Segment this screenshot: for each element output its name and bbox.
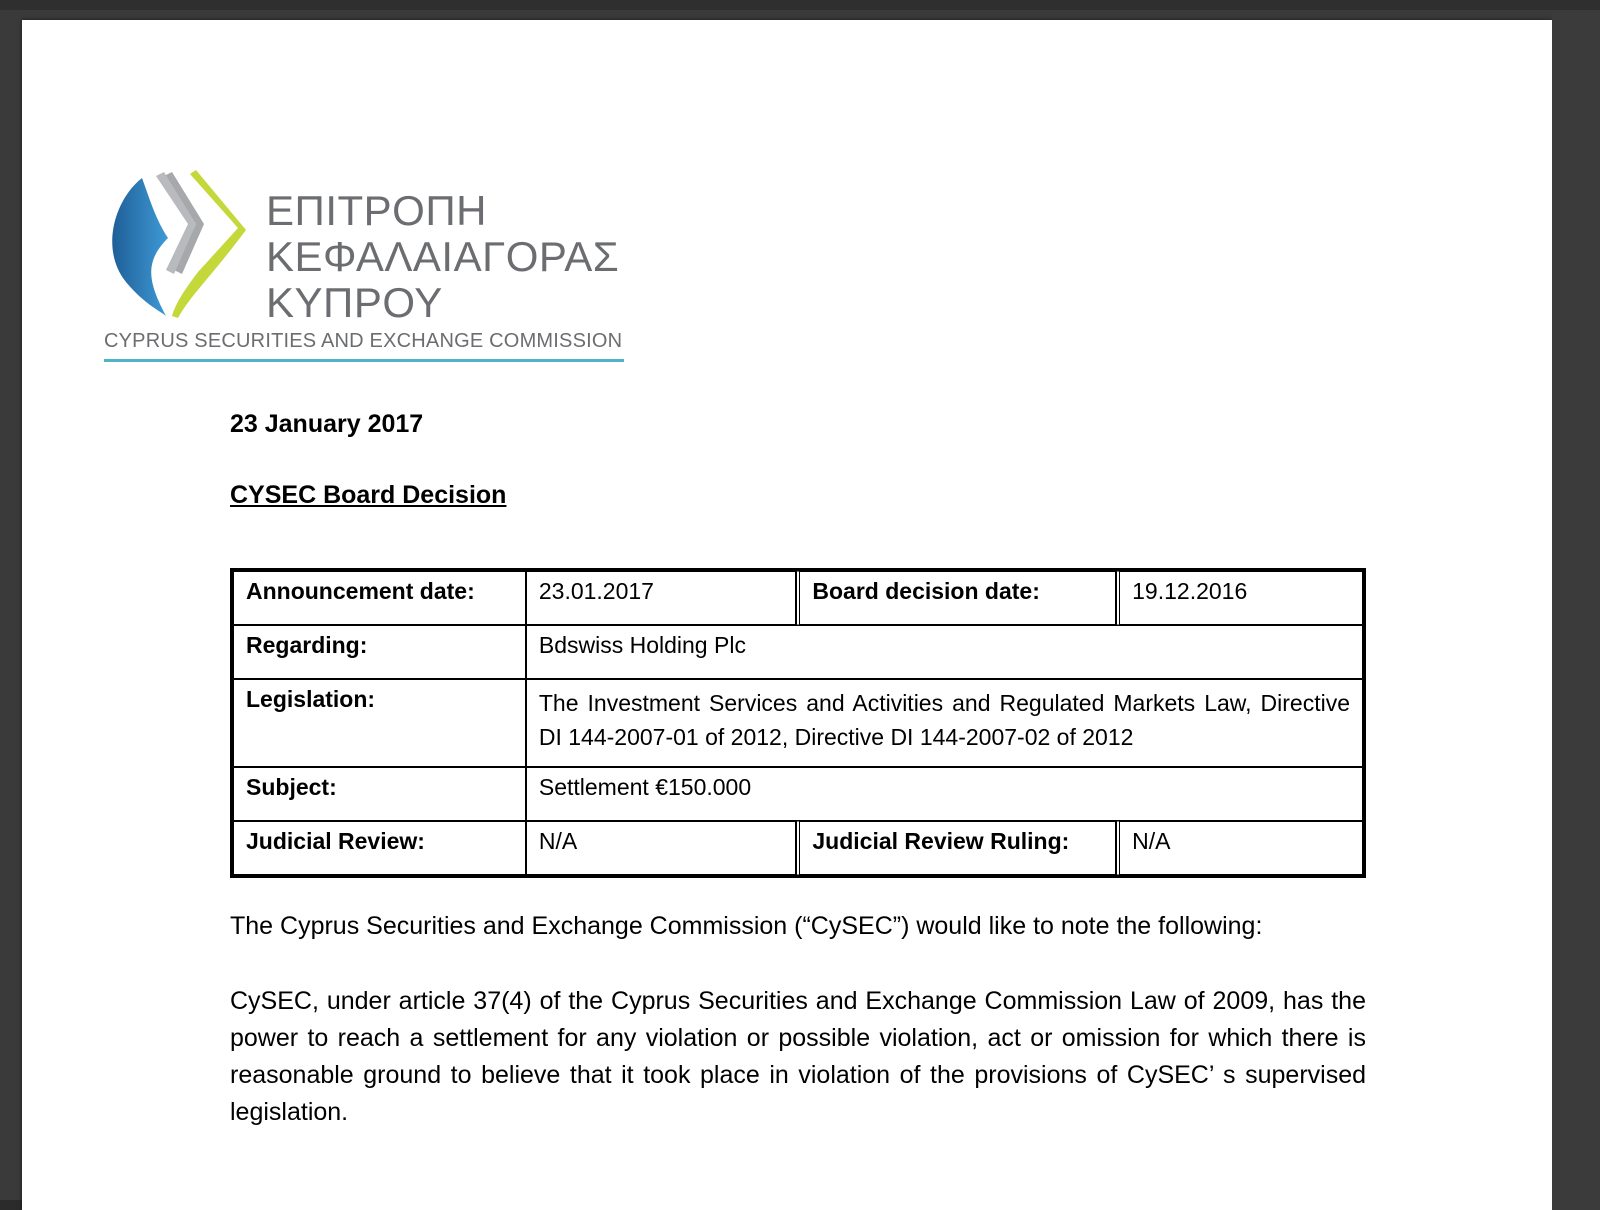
judicial-review-ruling-label: Judicial Review Ruling: [796,821,1116,875]
announcement-date-label: Announcement date: [233,571,526,625]
logo-greek-line-3: ΚΥΠΡΟΥ [266,279,443,326]
subject-value: Settlement €150.000 [526,767,1363,821]
document-date: 23 January 2017 [230,410,424,438]
document-heading: CYSEC Board Decision [230,481,507,509]
legislation-value: The Investment Services and Activities and Regulated Markets Law, Directive DI 144-2007-01 of 2012, Directive DI 144-2007-02 of 2012 [526,679,1363,767]
table-row [233,821,1363,875]
paragraph-intro: The Cyprus Securities and Exchange Commission (“CySEC”) would like to note the following: [230,912,1263,940]
table-row [233,679,1363,767]
logo-english-name: CYPRUS SECURITIES AND EXCHANGE COMMISSION [104,330,624,362]
judicial-review-label: Judicial Review: [233,821,526,875]
cysec-logo [104,170,644,370]
announcement-date-value: 23.01.2017 [526,571,797,625]
logo-greek-line-2: ΚΕΦΑΛΑΙΑΓΟΡΑΣ [266,233,620,280]
board-decision-date-value: 19.12.2016 [1116,571,1363,625]
table-row [233,625,1363,679]
regarding-label: Regarding: [233,625,526,679]
cysec-chevron-logo-icon [104,170,264,330]
paragraph-settlement-power: CySEC, under article 37(4) of the Cyprus Securities and Exchange Commission Law of 2009, has the power to reach a settlement for any violation or possible violation, act or omission for which there is reasonable ground to believe that it took place in violation of the provisions of CySEC’ s supervised legislation. [230,987,1366,1126]
document-page [22,20,1552,1210]
table-row [233,767,1363,821]
judicial-review-value: N/A [526,821,797,875]
table-row [233,571,1363,625]
board-decision-date-label: Board decision date: [796,571,1116,625]
legislation-label: Legislation: [233,679,526,767]
viewer-right-gutter [1552,10,1600,1210]
document-body [230,410,1366,1131]
decision-info-table [230,568,1366,878]
regarding-value: Bdswiss Holding Plc [526,625,1363,679]
judicial-review-ruling-value: N/A [1116,821,1363,875]
subject-label: Subject: [233,767,526,821]
logo-greek-line-1: ΕΠΙΤΡΟΠΗ [266,187,488,234]
logo-greek-name [266,188,619,326]
